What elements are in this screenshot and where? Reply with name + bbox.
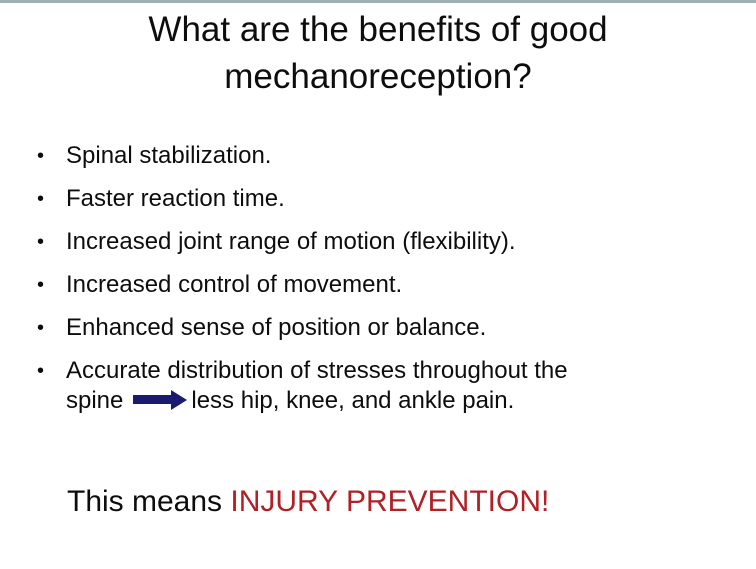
slide-top-border [0,0,756,3]
conclusion-line [67,483,549,520]
conclusion-highlight: INJURY PREVENTION! [230,485,550,518]
bullet-text-line2-after: less hip, knee, and ankle pain. [191,387,515,414]
bullet-dot-icon: • [37,188,45,210]
bullet-item-joint-range [37,227,727,257]
right-arrow-head [171,390,187,410]
bullet-item-spinal-stabilization [37,141,727,171]
bullet-text-line1: Accurate distribution of stresses throughout the [66,357,568,384]
slide-title-line1: What are the benefits of good [148,10,608,49]
bullet-text: Spinal stabilization. [66,142,272,169]
benefits-bullet-list [37,141,727,429]
bullet-dot-icon: • [37,231,45,253]
bullet-text: Faster reaction time. [66,185,285,212]
bullet-dot-icon: • [37,145,45,167]
bullet-text [66,356,727,416]
bullet-dot-icon: • [37,317,45,339]
right-arrow-icon [133,390,187,410]
bullet-text: Enhanced sense of position or balance. [66,314,487,341]
slide-title [0,6,756,100]
bullet-dot-icon: • [37,274,45,296]
right-arrow-shaft [133,395,171,404]
bullet-text: Increased control of movement. [66,271,403,298]
bullet-text-line2-before: spine [66,387,124,414]
bullet-item-reaction-time [37,184,727,214]
bullet-dot-icon: • [37,360,45,382]
bullet-item-stress-distribution [37,356,727,416]
conclusion-prefix: This means [67,485,231,518]
bullet-item-control-movement [37,270,727,300]
bullet-text: Increased joint range of motion (flexibility). [66,228,516,255]
bullet-item-position-balance [37,313,727,343]
slide-title-line2: mechanoreception? [224,57,532,96]
